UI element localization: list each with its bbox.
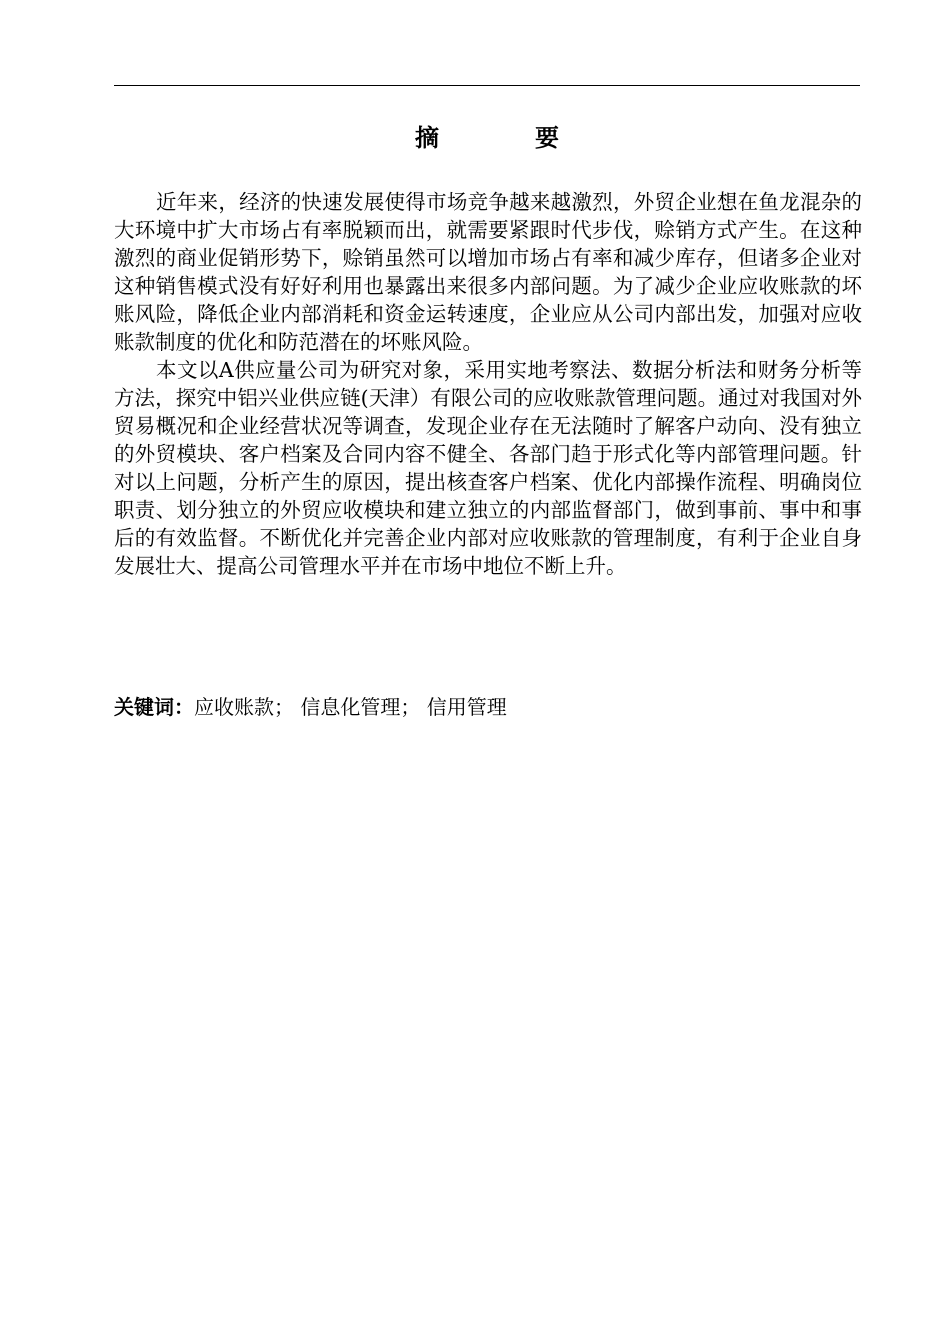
abstract-paragraph-2: 本文以A供应量公司为研究对象，采用实地考察法、数据分析法和财务分析等方法，探究中铝兴业供应链(天津）有限公司的应收账款管理问题。通过对我国对外贸易概况和企业经营状况等调查，发现企业存在无法随时了解客户动向、没有独立的外贸模块、客户档案及合同内容不健全、各部门趋于形式化等内部管理问题。针对以上问题，分析产生的原因，提出核查客户档案、优化内部操作流程、明确岗位职责、划分独立的外贸应收模块和建立独立的内部监督部门，做到事前、事中和事后的有效监督。不断优化并完善企业内部对应收账款的管理制度，有利于企业自身发展壮大、提高公司管理水平并在市场中地位不断上升。 <box>114 358 862 578</box>
keywords-label: 关键词： <box>114 695 194 719</box>
header-rule <box>114 85 860 86</box>
keywords-line <box>114 692 507 722</box>
page-title: 摘 要 <box>415 124 595 152</box>
abstract-body <box>114 188 862 580</box>
abstract-paragraph-1: 近年来，经济的快速发展使得市场竞争越来越激烈，外贸企业想在鱼龙混杂的大环境中扩大市场占有率脱颖而出，就需要紧跟时代步伐，赊销方式产生。在这种激烈的商业促销形势下，赊销虽然可以增加市场占有率和减少库存，但诸多企业对这种销售模式没有好好利用也暴露出来很多内部问题。为了减少企业应收账款的坏账风险，降低企业内部消耗和资金运转速度，企业应从公司内部出发，加强对应收账款制度的优化和防范潜在的坏账风险。 <box>114 190 862 354</box>
keywords-values: 应收账款； 信息化管理； 信用管理 <box>194 695 507 719</box>
